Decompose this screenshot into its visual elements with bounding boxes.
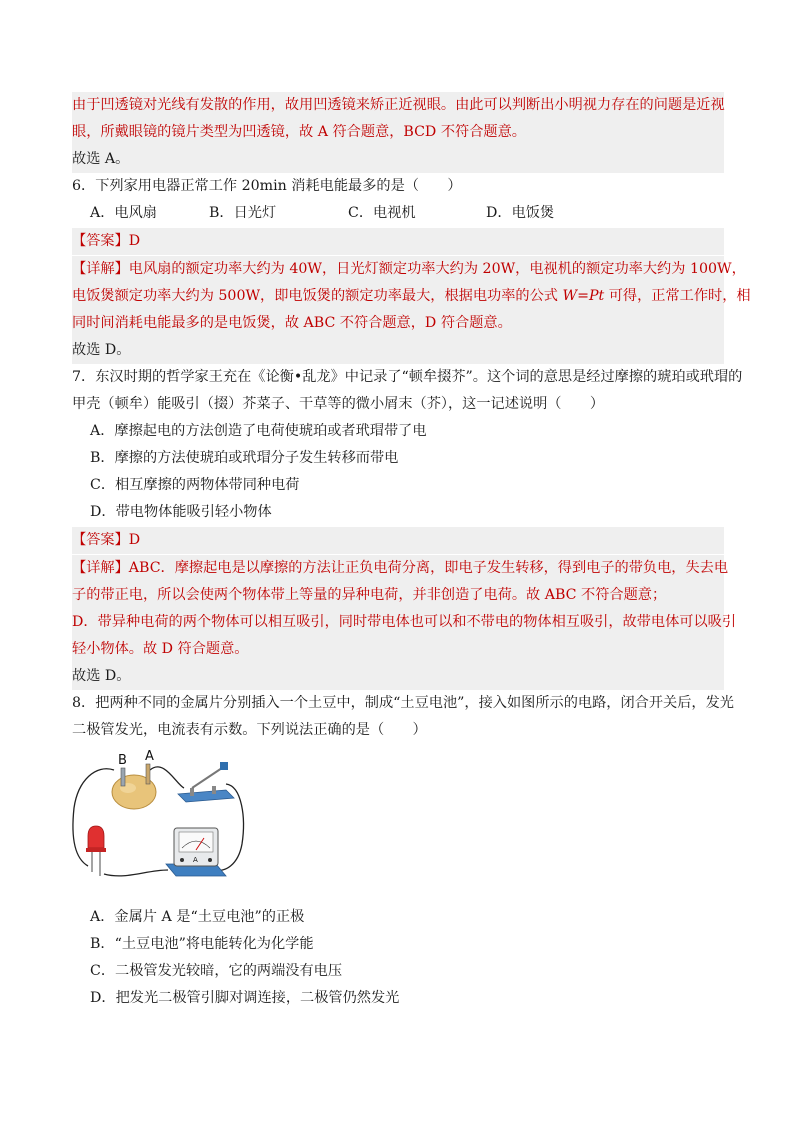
q8-stem-line-2: 二极管发光，电流表有示数。下列说法正确的是（ ） [72, 722, 427, 738]
q7-detail-line-2: 子的带正电，所以会使两个物体带上等量的异种电荷，并非创造了电荷。故 ABC 不符合题意； [72, 582, 724, 609]
q6-detail-tag: 【详解】 [72, 261, 129, 277]
prev-conclusion: 故选 A。 [72, 146, 724, 173]
label-a: A [145, 749, 154, 764]
q7-option-a: A．摩擦起电的方法创造了电荷使琥珀或者玳瑁带了电 [90, 423, 427, 439]
q6-detail-line-2 [72, 283, 751, 310]
q6-detail-text-2a: 电饭煲额定功率大约为 500W，即电饭煲的额定功率最大，根据电功率的公式 [72, 288, 563, 304]
q7-answer-value: D [128, 532, 141, 548]
q6-detail-text-1: 电风扇的额定功率大约为 40W，日光灯额定功率大约为 20W，电视机的额定功率大约为 100W， [128, 261, 746, 277]
q8-option-d: D．把发光二极管引脚对调连接，二极管仍然发光 [90, 990, 400, 1006]
q7-detail-line-1 [72, 555, 729, 582]
q7-conclusion: 故选 D。 [72, 663, 724, 690]
q7-option-b: B．摩擦的方法使琥珀或玳瑁分子发生转移而带电 [90, 450, 399, 466]
q8-option-c: C．二极管发光较暗，它的两端没有电压 [90, 963, 343, 979]
ammeter-label: A [193, 856, 198, 864]
q6-detail-formula: W=Pt [562, 288, 605, 304]
q6-option-b: B．日光灯 [209, 205, 277, 221]
q6-detail-text-2b: 可得，正常工作时，相 [604, 288, 751, 304]
q6-options [72, 200, 724, 227]
prev-explanation-line-2: 眼，所戴眼镜的镜片类型为凹透镜，故 A 符合题意，BCD 不符合题意。 [72, 119, 724, 146]
q6-option-c: C．电视机 [348, 205, 416, 221]
q7-answer [72, 527, 724, 554]
q6-detail-line-3: 同时间消耗电能最多的是电饭煲，故 ABC 不符合题意，D 符合题意。 [72, 310, 724, 337]
metal-plate-a [146, 764, 150, 784]
wire-led-to-meter [104, 870, 168, 876]
label-b: B [118, 753, 127, 768]
q6-answer-value: D [128, 233, 141, 249]
q8-option-a: A．金属片 A 是“土豆电池”的正极 [90, 909, 305, 925]
knife-switch [178, 762, 234, 802]
q6-answer [72, 228, 724, 255]
metal-plate-b [121, 768, 125, 786]
q6-detail-line-1 [72, 256, 746, 283]
q7-answer-tag: 【答案】 [72, 532, 129, 548]
q7-detail-tag: 【详解】 [72, 560, 129, 576]
q7-detail-line-3: D．带异种电荷的两个物体可以相互吸引，同时带电体也可以和不带电的物体相互吸引，故带电体可以吸引 [72, 609, 724, 636]
q7-detail-text-1: ABC．摩擦起电是以摩擦的方法让正负电荷分离，即电子发生转移，得到电子的带负电，失去电 [128, 560, 729, 576]
wire-a-to-switch [150, 767, 184, 788]
q8-stem-line-1: 8．把两种不同的金属片分别插入一个土豆中，制成“土豆电池”，接入如图所示的电路，闭合开关后，发光 [72, 695, 734, 711]
led-diode [86, 826, 106, 876]
q6-stem: 6．下列家用电器正常工作 20min 消耗电能最多的是（ ） [72, 178, 462, 194]
q7-detail-line-4: 轻小物体。故 D 符合题意。 [72, 636, 724, 663]
q8-option-b: B．“土豆电池”将电能转化为化学能 [90, 936, 314, 952]
q6-answer-tag: 【答案】 [72, 233, 129, 249]
q6-option-a: A．电风扇 [90, 205, 157, 221]
q7-stem-line-1: 7．东汉时期的哲学家王充在《论衡•乱龙》中记录了“顿牟掇芥”。这个词的意思是经过摩擦的琥珀或玳瑁的 [72, 369, 743, 385]
q6-option-d: D．电饭煲 [486, 205, 555, 221]
q7-stem-line-2: 甲壳（顿牟）能吸引（掇）芥菜子、干草等的微小屑末（芥），这一记述说明（ ） [72, 396, 605, 412]
q7-option-c: C．相互摩擦的两物体带同种电荷 [90, 477, 300, 493]
q6-conclusion: 故选 D。 [72, 337, 724, 364]
prev-explanation-line-1: 由于凹透镜对光线有发散的作用，故用凹透镜来矫正近视眼。由此可以判断出小明视力存在的问题是近视 [72, 92, 724, 119]
ammeter [166, 828, 226, 876]
q7-option-d: D．带电物体能吸引轻小物体 [90, 504, 272, 520]
potato-battery-circuit-figure [66, 748, 246, 896]
